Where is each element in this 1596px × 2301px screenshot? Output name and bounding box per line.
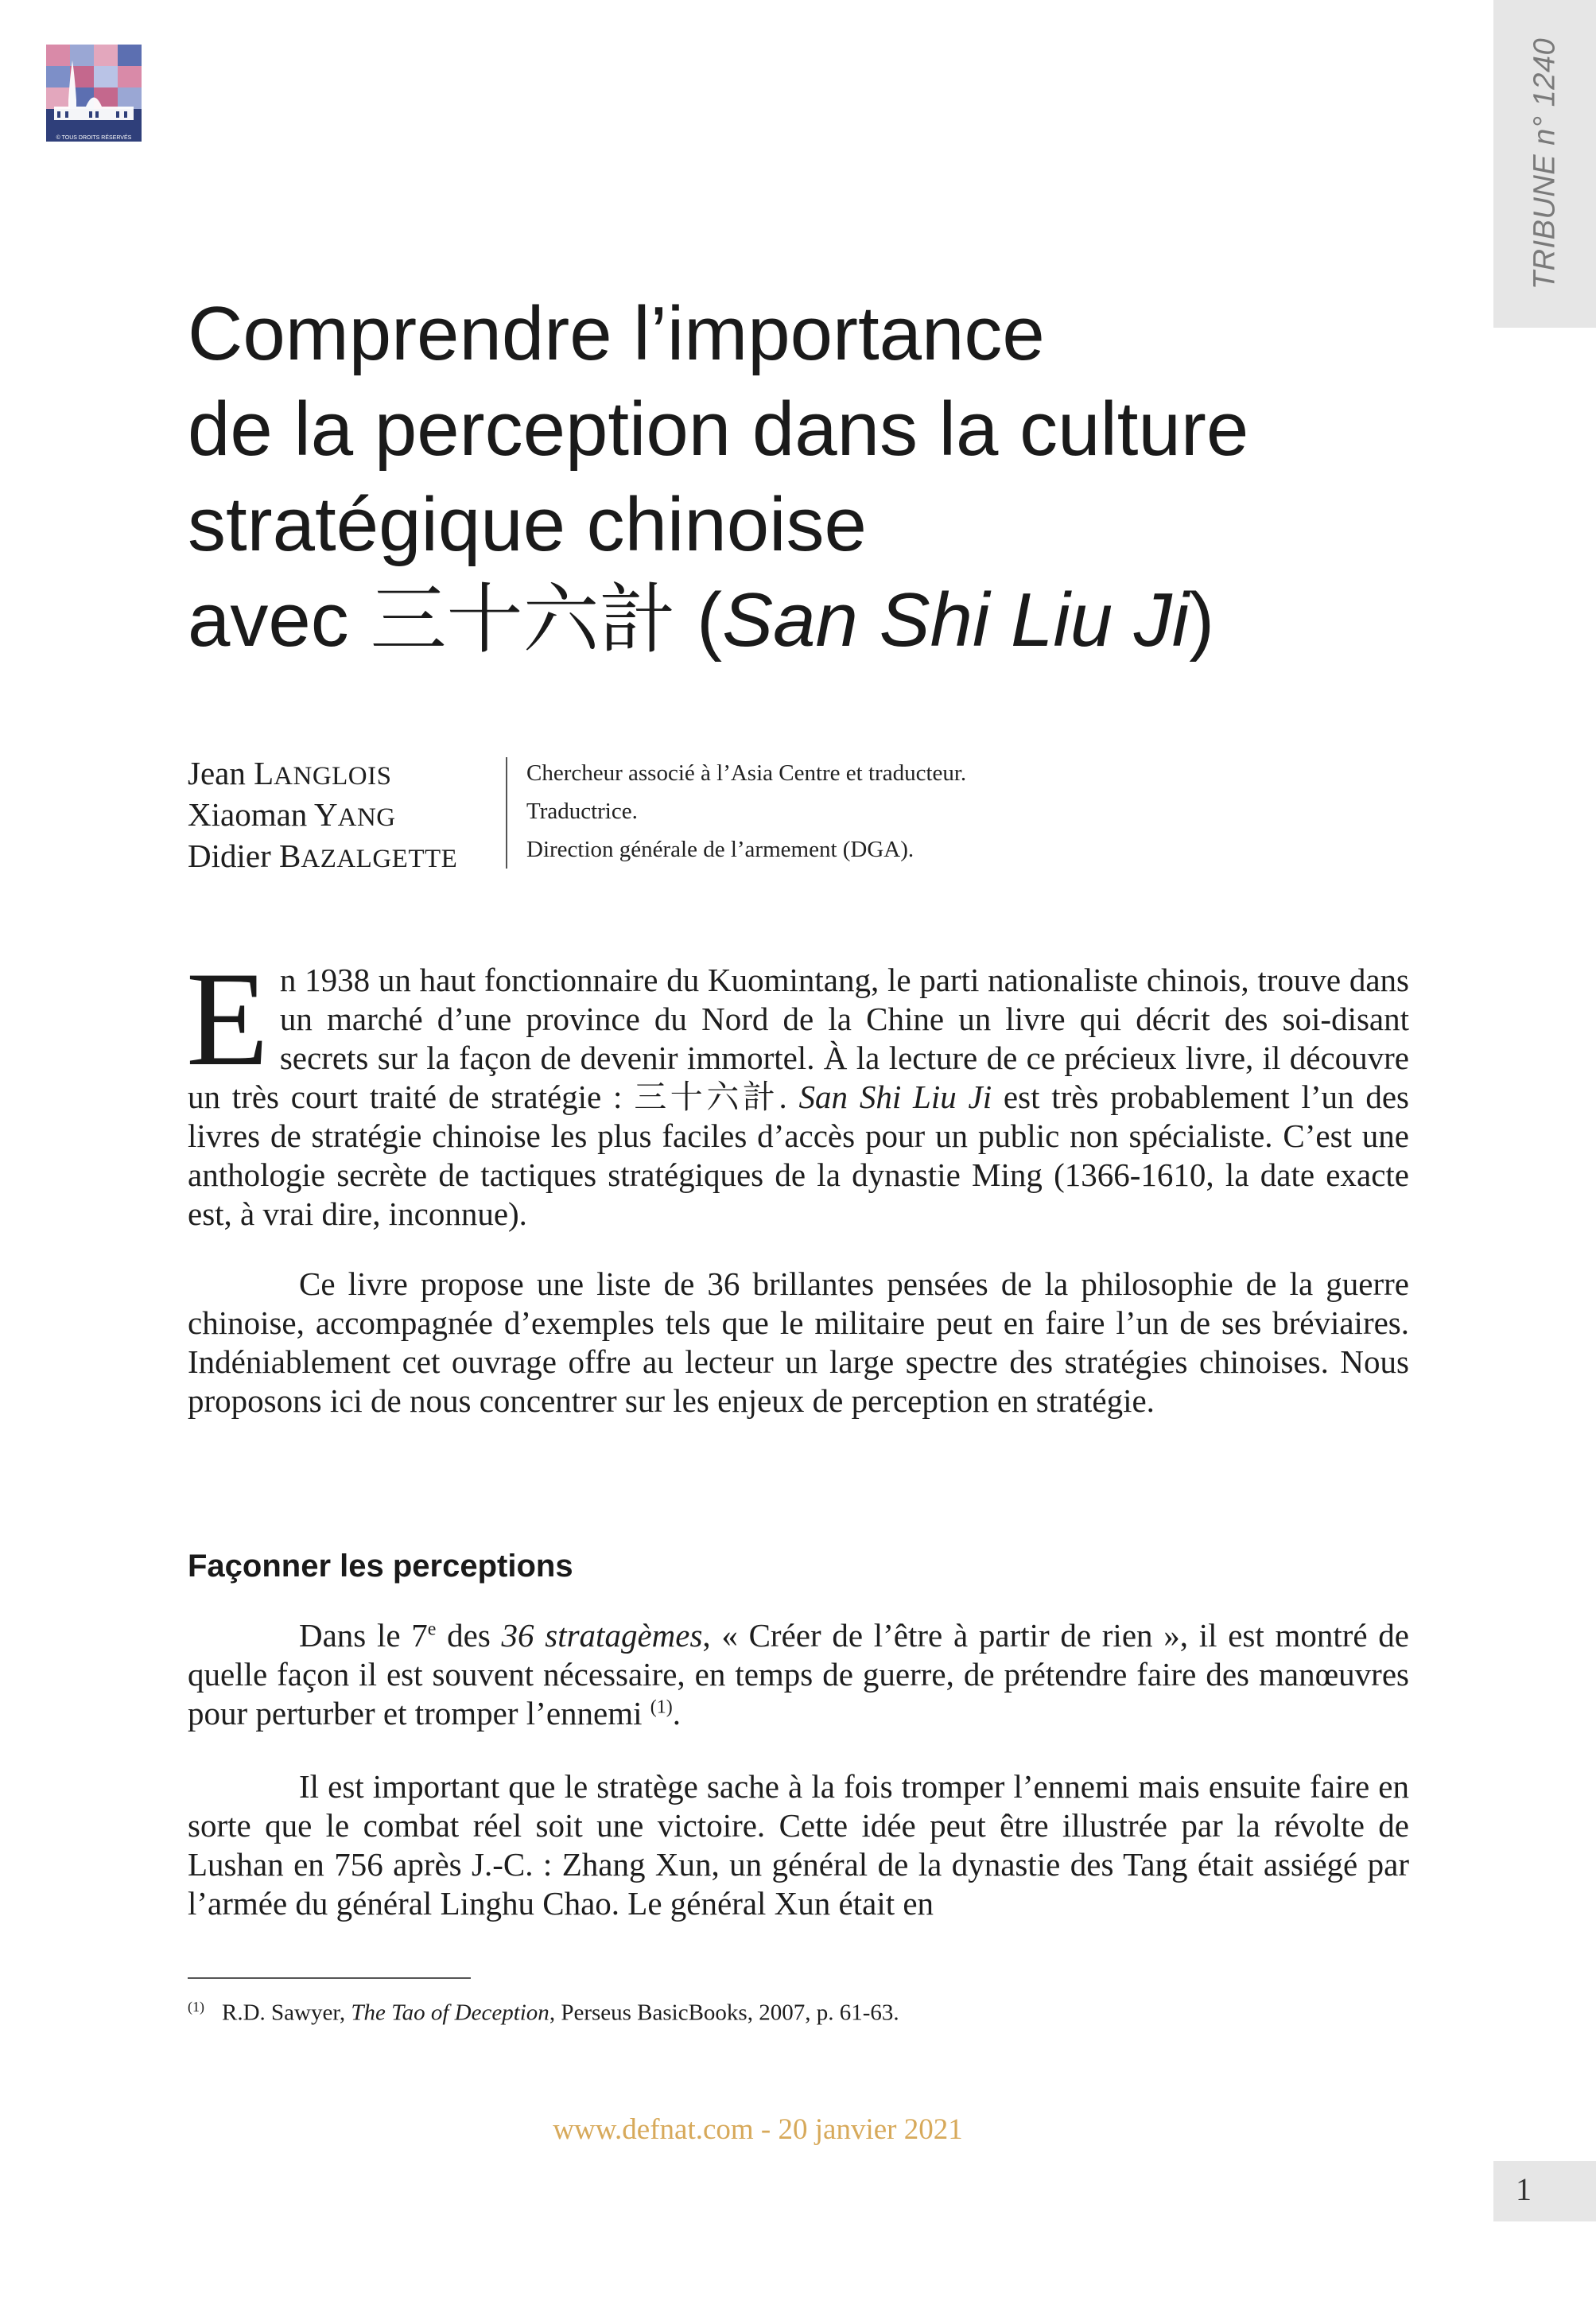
- author-name: Didier BAZALGETTE: [188, 838, 458, 874]
- logo-graphic: [46, 45, 142, 142]
- footer-url-date[interactable]: www.defnat.com - 20 janvier 2021: [553, 2113, 963, 2146]
- title-italic: San Shi Liu Ji: [722, 577, 1190, 663]
- page-number-tab: [1493, 2161, 1596, 2221]
- footnote-reference: (1): [650, 1697, 673, 1718]
- footnote: $^{(1)}$ R.D. Sawyer, The Tao of Deception, Perseus BasicBooks, 2007, p. 61-63.: [188, 1999, 899, 2026]
- author-block: [188, 754, 1301, 878]
- footnote-rule: [188, 1977, 471, 1979]
- logo-caption: © TOUS DROITS RÉSERVÉS: [56, 135, 132, 141]
- side-tab: [1493, 0, 1596, 328]
- body-paragraph: Dans le 7e des 36 stratagèmes, « Créer de l’être à partir de rien », il est montré de quelle façon il est souvent nécessaire, en temps de guerre, de prétendre faire des manœuvres pour perturber et tromper l’ennemi $^{(1)}$.: [188, 1617, 1409, 1732]
- page-number: 1: [1516, 2171, 1532, 2207]
- author-divider: [506, 757, 507, 869]
- author-roles: [526, 754, 966, 878]
- intro-paragraph: En 1938 un haut fonctionnaire du Kuomintang, le parti nationaliste chinois, trouve dans un marché d’une province du Nord de la Chine un livre qui décrit des soi-disant secrets sur la façon de devenir immortel. À la lecture de ce précieux livre, il découvre un très court traité de stratégie : 三十六計. San Shi Liu Ji est très probablement l’un des livres de stratégie chinoise les plus faciles d’accès pour un public non spécialiste. C’est une anthologie secrète de tactiques stratégiques de la dynastie Ming (1366-1610, la date exacte est, à vrai dire, inconnue).: [186, 944, 1409, 1232]
- section-heading: Façonner les perceptions: [188, 1549, 573, 1584]
- title-line-4: avec 三十六計 (San Shi Liu Ji): [188, 577, 1215, 663]
- article-title: [188, 286, 1460, 668]
- drop-cap: E: [186, 944, 269, 1094]
- author-names: [188, 754, 506, 878]
- author-name: Xiaoman YANG: [188, 796, 396, 833]
- title-line-2: de la perception dans la culture: [188, 387, 1249, 472]
- tribune-number: TRIBUNE n° 1240: [1528, 37, 1561, 290]
- author-role: Traductrice.: [526, 799, 638, 824]
- title-line-3: stratégique chinoise: [188, 482, 867, 567]
- author-name: Jean LANGLOIS: [188, 755, 392, 791]
- defnat-logo: [46, 45, 142, 142]
- body-paragraph: Il est important que le stratège sache à la fois tromper l’ennemi mais ensuite faire en sorte que le combat réel soit une victoire. Cette idée peut être illustrée par la révolte de Lushan en 756 après J.-C. : Zhang Xun, un général de la dynastie des Tang était assiégé par l’armée du général Linghu Chao. Le général Xun était en: [188, 1768, 1409, 1922]
- author-role: Direction générale de l’armement (DGA).: [526, 837, 914, 862]
- body-paragraph: Ce livre propose une liste de 36 brillantes pensées de la philosophie de la guerre chinoise, accompagnée d’exemples tels que le militaire peut en faire l’un de ses bréviaires. Indéniablement cet ouvrage offre au lecteur un large spectre des stratégies chinoises. Nous proposons ici de nous concentrer sur les enjeux de perception en stratégie.: [188, 1265, 1409, 1419]
- author-role: Chercheur associé à l’Asia Centre et traducteur.: [526, 760, 967, 786]
- title-line-1: Comprendre l’importance: [188, 291, 1045, 376]
